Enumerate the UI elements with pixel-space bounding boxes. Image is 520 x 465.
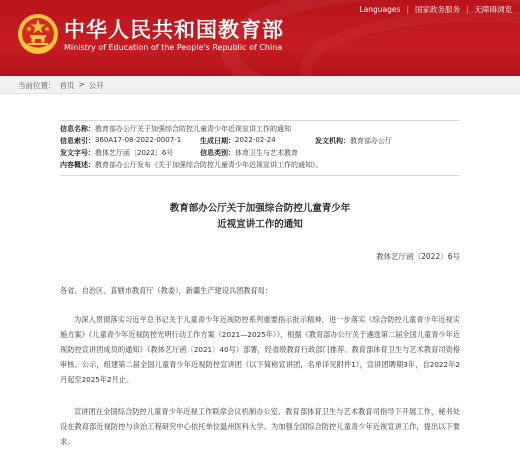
site-title[interactable]: 中华人民共和国教育部: [64, 18, 284, 42]
meta-cell: [200, 136, 276, 146]
site-header: [0, 0, 520, 76]
breadcrumb-home-link[interactable]: 首页: [59, 81, 75, 90]
meta-label: 发文机构：: [315, 137, 350, 145]
top-nav: [360, 4, 512, 15]
breadcrumb-bar: [0, 76, 520, 94]
meta-row-summary: [60, 160, 323, 171]
meta-date-value: 2022-02-24: [235, 136, 276, 144]
document-number: 教体艺厅函〔2022〕6号: [376, 252, 460, 261]
meta-org-value: 教育部办公厅: [350, 137, 392, 145]
nav-separator: |: [465, 5, 469, 14]
meta-label: 生成日期：: [200, 137, 235, 145]
meta-label: 内容概述：: [60, 161, 95, 169]
meta-label: 信息类别：: [200, 149, 235, 157]
meta-cell: [315, 136, 392, 146]
meta-label: 发文字号：: [60, 149, 95, 157]
meta-category-value: 体育卫生与艺术教育: [235, 149, 298, 157]
document-meta-table: [60, 120, 460, 176]
site-subtitle: Ministry of Education of the People's Republic of China: [64, 43, 283, 52]
nav-separator: |: [406, 5, 409, 14]
meta-label: 信息索引：: [60, 137, 95, 145]
meta-cell: [200, 148, 298, 158]
breadcrumb-prefix: 当前位置：: [18, 81, 56, 90]
breadcrumb-separator: >: [78, 80, 85, 89]
breadcrumb-public-link[interactable]: 公开: [88, 81, 104, 90]
document-title-line-1: 教育部办公厅关于加强综合防控儿童青少年: [169, 203, 351, 214]
breadcrumb: [18, 80, 104, 91]
document-title-line-2: 近视宣讲工作的通知: [217, 219, 303, 230]
meta-label: 信息名称：: [60, 125, 95, 133]
document-recipient: 各省、自治区、直辖市教育厅（教委），新疆生产建设兵团教育局：: [60, 286, 273, 295]
meta-summary-value: 教育部办公厅发布《关于加强综合防控儿童青少年近视宣讲工作的通知》。: [95, 161, 323, 169]
national-emblem-icon[interactable]: [16, 12, 60, 56]
document-paragraph: 为深入贯彻落实习近平总书记关于儿童青少年近视防控系列重要指示批示精神，进一步落实《综合防控儿童青少年近视实施方案》《儿童青少年近视防控光明行动工作方案（2021—2025年）》，根据《教育部办公厅关于遴选第二届全国儿童青少年近视防控宣讲团成员的通知》（教体艺厅函〔2021〕40号）部署，经省级教育行政部门推荐、教育部体育卫生与艺术教育司资格审核、公示，组建第二届全国儿童青少年近视防控宣讲团（以下简称宣讲团，名单详见附件1），宣讲团聘期3年，自2022年2月起至2025年2月止。: [60, 315, 460, 384]
meta-row-name: [60, 124, 291, 135]
meta-index-value: 360A17-08-2022-0007-1: [95, 136, 182, 144]
gov-service-link[interactable]: 国家政务服务: [414, 5, 460, 14]
languages-link[interactable]: Languages: [359, 5, 401, 14]
meta-docno-value: 教体艺厅函〔2022〕6号: [95, 149, 174, 157]
document-paragraph: 宣讲团在全国综合防控儿童青少年近视工作联席会议机制办公室、教育部体育卫生与艺术教育司指导下开展工作，秘书处设在教育部近视防控与诊治工程研究中心依托单位温州医科大学。为加强全国综合防控儿童青少年近视宣讲工作，提出以下要求。: [60, 407, 460, 446]
meta-cell: [60, 136, 181, 146]
accessibility-link[interactable]: 无障碍浏览: [474, 5, 512, 14]
meta-name-value: 教育部办公厅关于加强综合防控儿童青少年近视宣讲工作的通知: [95, 125, 291, 133]
meta-cell: [60, 148, 173, 158]
